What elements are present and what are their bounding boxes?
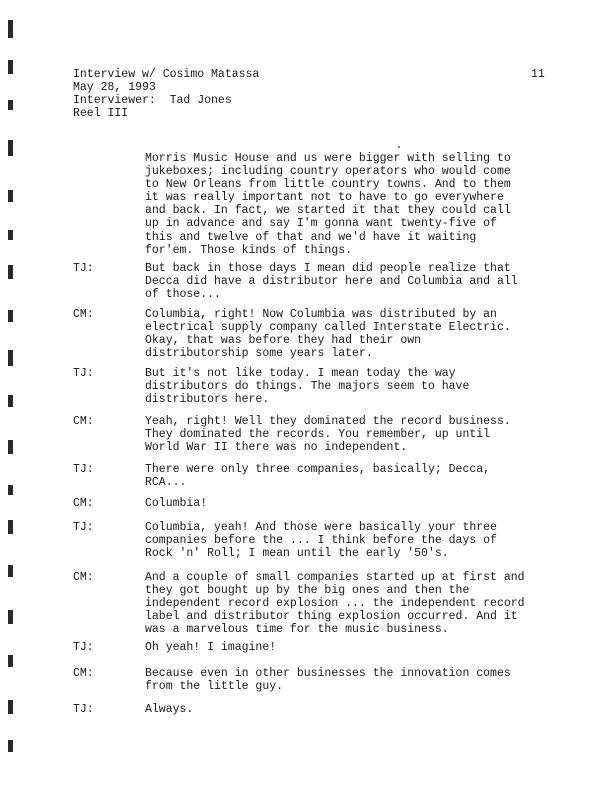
scan-edge-mark [8, 700, 13, 714]
transcript-paragraph: And a couple of small companies started up at first and they got bought up by the big ones and then the independent record explosion ... the independent record label and distributor thing explosion occurred. And it was a marvelous time for the music business. [145, 571, 525, 637]
transcript-paragraph: There were only three companies, basically; Decca, RCA... [145, 463, 491, 490]
transcript-paragraph: Oh yeah! I imagine! [145, 641, 277, 654]
speaker-label: TJ: [73, 262, 94, 275]
speaker-label: TJ: [73, 703, 94, 716]
transcript-paragraph: But back in those days I mean did people realize that Decca did have a distributor here and Columbia and all of those... [145, 262, 518, 302]
transcript-paragraph: Always. [145, 703, 194, 716]
scan-edge-mark [8, 230, 13, 240]
scan-edge-mark [8, 655, 13, 667]
scan-edge-mark [8, 740, 13, 752]
transcript-paragraph: Morris Music House and us were bigger with selling to jukeboxes; including country operators who would come to New Orleans from little country towns. And to them it was really important not to have to go everywhere and back. In fact, we started it that they could call up in advance and say I'm gonna want twenty-five of this and twelve of that and we'd have it waiting for'em. Those kinds of things. [145, 152, 511, 257]
page-number: 11 [531, 68, 545, 81]
transcript-paragraph: Columbia! [145, 497, 208, 510]
scan-edge-mark [8, 440, 13, 454]
scan-edge-mark [8, 140, 13, 156]
transcript-paragraph: Because even in other businesses the innovation comes from the little guy. [145, 667, 511, 694]
scan-edge-mark [8, 520, 13, 534]
scan-edge-mark [8, 350, 13, 366]
scan-edge-mark [8, 565, 13, 577]
speaker-label: TJ: [73, 521, 94, 534]
speaker-label: CM: [73, 308, 94, 321]
reel-label: Reel III [73, 107, 129, 120]
speaker-label: CM: [73, 415, 94, 428]
scan-edge-mark [8, 265, 13, 279]
scan-edge-mark [8, 100, 13, 110]
transcript-paragraph: But it's not like today. I mean today the way distributors do things. The majors seem to have distributors here. [145, 367, 470, 407]
transcript-paragraph: Columbia, yeah! And those were basically your three companies before the ... I think before the days of Rock 'n' Roll; I mean until the early '50's. [145, 521, 497, 561]
interview-date: May 28, 1993 [73, 81, 156, 94]
scan-speck [398, 146, 400, 148]
scan-edge-mark [8, 60, 13, 74]
scan-edge-mark [8, 190, 13, 202]
document-header [73, 68, 259, 120]
speaker-label: TJ: [73, 641, 94, 654]
scan-edge-mark [8, 20, 13, 38]
speaker-label: TJ: [73, 367, 94, 380]
scan-edge-mark [8, 310, 13, 322]
interview-title: Interview w/ Cosimo Matassa [73, 68, 260, 81]
speaker-label: CM: [73, 667, 94, 680]
transcript-paragraph: Columbia, right! Now Columbia was distributed by an electrical supply company called Interstate Electric. Okay, that was before they had their own distributorship some years later. [145, 308, 511, 361]
speaker-label: CM: [73, 571, 94, 584]
speaker-label: TJ: [73, 463, 94, 476]
scan-edge-mark [8, 395, 13, 407]
scan-edge-mark [8, 485, 13, 495]
speaker-label: CM: [73, 497, 94, 510]
scan-edge-mark [8, 610, 13, 624]
transcript-paragraph: Yeah, right! Well they dominated the record business. They dominated the records. You remember, up until World War II there was no independent. [145, 415, 511, 455]
interviewer-line: Interviewer: Tad Jones [73, 94, 232, 107]
